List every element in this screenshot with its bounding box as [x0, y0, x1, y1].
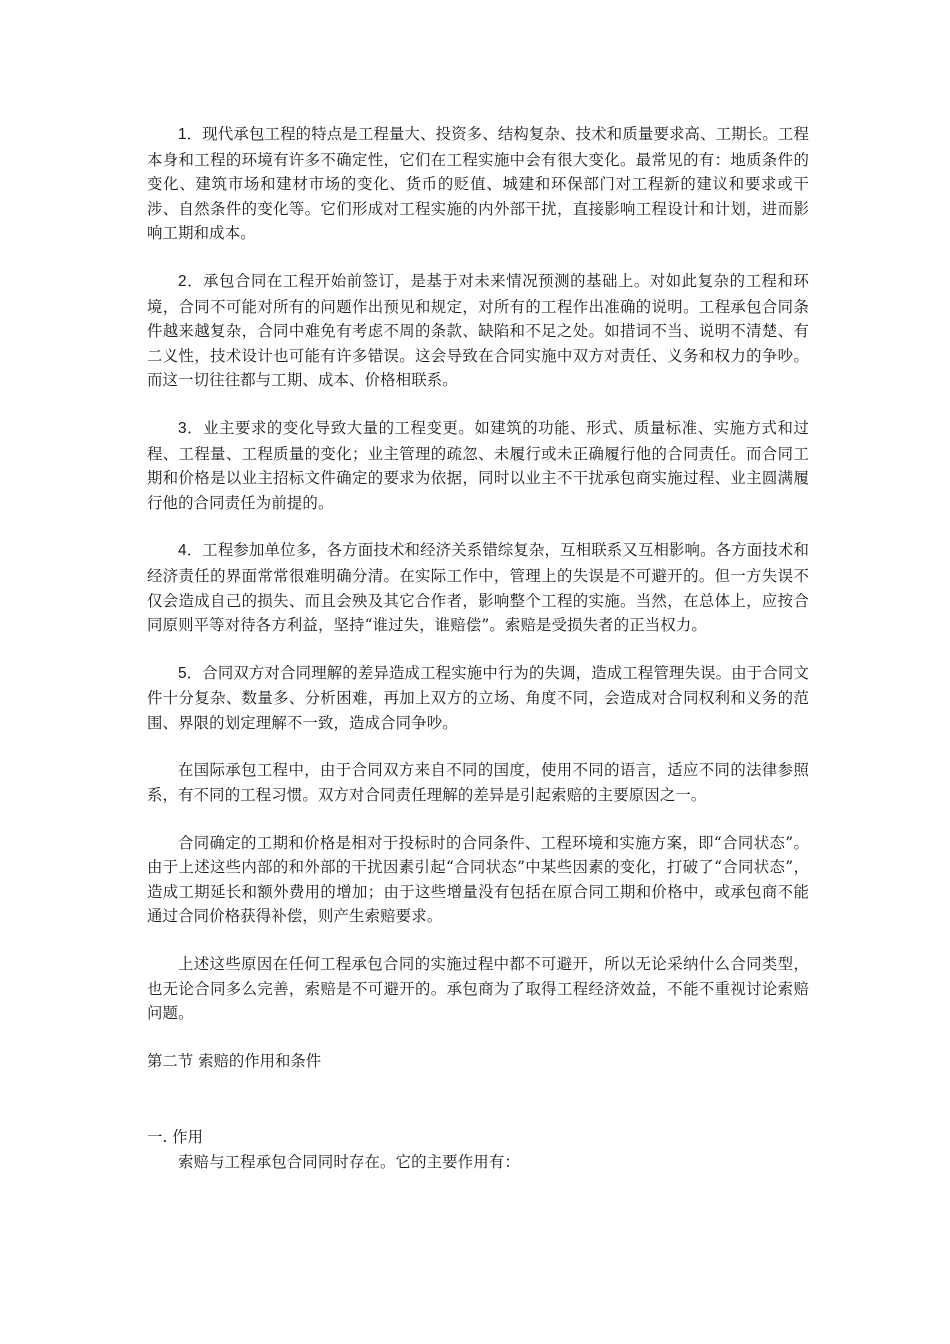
paragraph-number: 2．: [178, 272, 204, 290]
paragraph-text: 合同确定的工期和价格是相对于投标时的合同条件、工程环境和实施方案，即“合同状态”。由于上述这些内部的和外部的干扰因素引起“合同状态”中某些因素的变化，打破了“合同状态”，造成工期延长和额外费用的增加；由于这些增量没有包括在原合同工期和价格中，或承包商不能通过合同价格获得补偿，则产生索赔要求。: [147, 833, 809, 926]
section-title: 第二节 索赔的作用和条件: [147, 1051, 322, 1070]
paragraph-3: [147, 416, 809, 515]
closing-paragraph: 索赔与工程承包合同同时存在。它的主要作用有：: [178, 1153, 520, 1171]
paragraph-4: [147, 538, 809, 637]
paragraph-5: [147, 661, 809, 736]
paragraph-text: 现代承包工程的特点是工程量大、投资多、结构复杂、技术和质量要求高、工期长。工程本身和工程的环境有许多不确定性，它们在工程实施中会有很大变化。最常见的有：地质条件的变化、建筑市场和建材市场的变化、货币的贬值、城建和环保部门对工程新的建议和要求或干涉、自然条件的变化等。它们形成对工程实施的内外部干扰，直接影响工程设计和计划，进而影响工期和成本。: [147, 125, 809, 243]
paragraph-text: 合同双方对合同理解的差异造成工程实施中行为的失调，造成工程管理失误。由于合同文件十分复杂、数量多、分析困难，再加上双方的立场、角度不同，会造成对合同权利和义务的范围、界限的划定理解不一致，造成合同争吵。: [147, 663, 809, 732]
paragraph-text: 在国际承包工程中，由于合同双方来自不同的国度，使用不同的语言，适应不同的法律参照系，有不同的工程习惯。双方对合同责任理解的差异是引起索赔的主要原因之一。: [147, 761, 809, 805]
paragraph-number: 1．: [178, 126, 203, 143]
paragraph-1: [147, 122, 809, 246]
paragraph-number: 4．: [178, 542, 203, 560]
document-page: [147, 122, 809, 1198]
paragraph-6: [147, 758, 809, 807]
paragraph-text: 工程参加单位多，各方面技术和经济关系错综复杂，互相联系又互相影响。各方面技术和经济责任的界面常常很难明确分清。在实际工作中，管理上的失误是不可避开的。但一方失误不仅会造成自己的损失、而且会殃及其它合作者，影响整个工程的实施。当然，在总体上，应按合同原则平等对待各方利益，坚持“谁过失，谁赔偿”。索赔是受损失者的正当权力。: [147, 541, 809, 635]
paragraph-number: 3．: [178, 419, 204, 437]
paragraph-2: [147, 269, 809, 393]
paragraph-8: [147, 952, 809, 1026]
paragraph-number: 5．: [178, 664, 203, 682]
subsection-title: 一. 作用: [147, 1128, 203, 1147]
paragraph-text: 业主要求的变化导致大量的工程变更。如建筑的功能、形式、质量标准、实施方式和过程、工程量、工程质量的变化；业主管理的疏忽、未履行或未正确履行他的合同责任。而合同工期和价格是以业主招标文件确定的要求为依据，同时以业主不干扰承包商实施过程、业主圆满履行他的合同责任为前提的。: [147, 418, 809, 512]
paragraph-text: 上述这些原因在任何工程承包合同的实施过程中都不可避开，所以无论采纳什么合同类型，也无论合同多么完善，索赔是不可避开的。承包商为了取得工程经济效益，不能不重视讨论索赔问题。: [147, 955, 809, 1023]
paragraph-7: [147, 831, 809, 929]
paragraph-text: 承包合同在工程开始前签订，是基于对未来情况预测的基础上。对如此复杂的工程和环境，合同不可能对所有的问题作出预见和规定，对所有的工程作出准确的说明。工程承包合同条件越来越复杂，合同中难免有考虑不周的条款、缺陷和不足之处。如措词不当、说明不清楚、有二义性，技术设计也可能有许多错误。这会导致在合同实施中双方对责任、义务和权力的争吵。而这一切往往都与工期、成本、价格相联系。: [147, 271, 809, 390]
